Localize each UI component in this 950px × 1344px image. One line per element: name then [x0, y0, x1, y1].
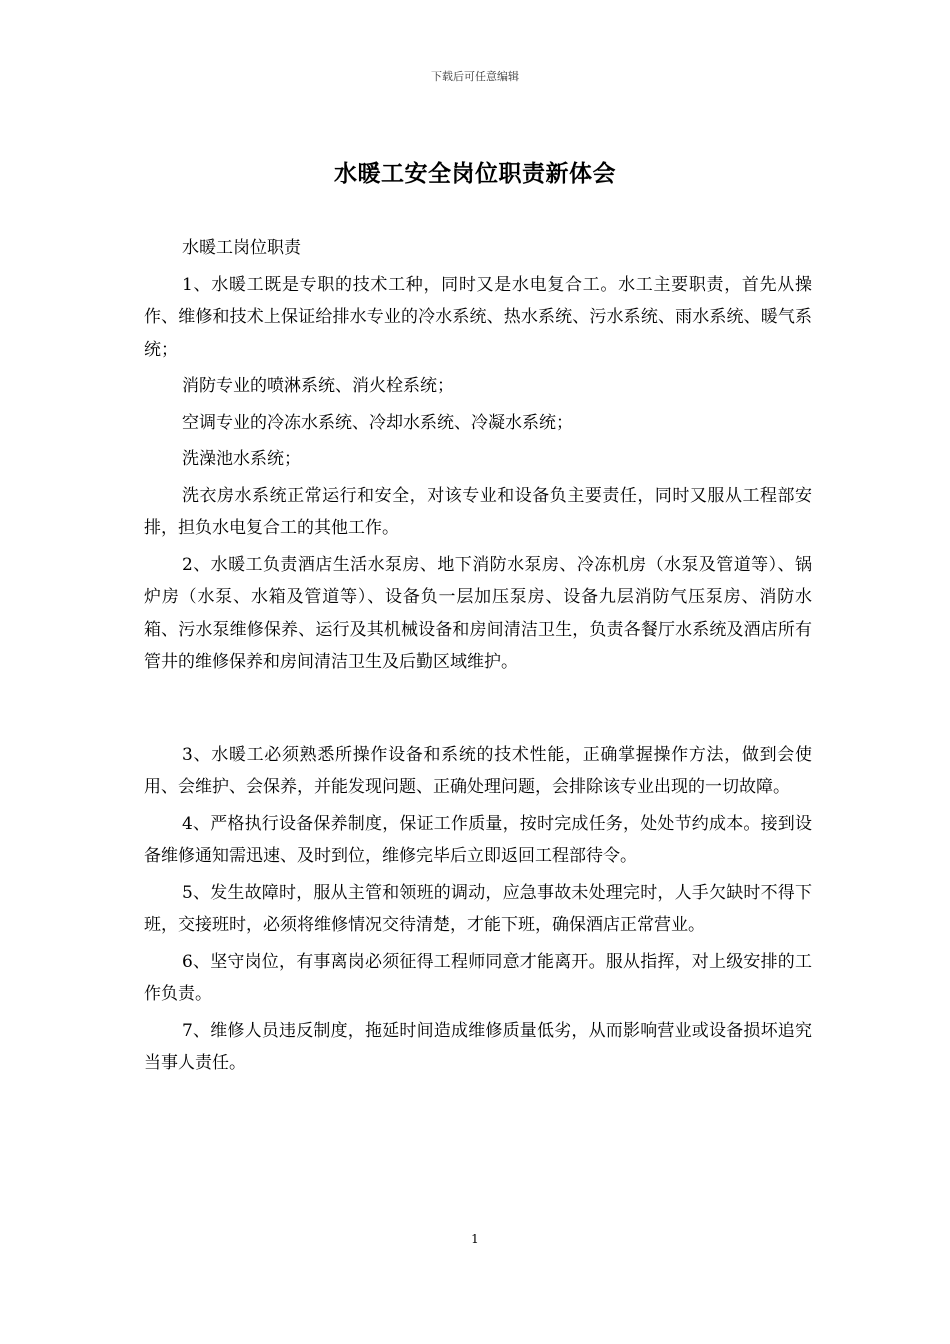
paragraph-3: 空调专业的冷冻水系统、冷却水系统、冷凝水系统；	[182, 412, 573, 433]
paragraph-9: 5、发生故障时，服从主管和领班的调动，应急事故未处理完时，人手欠缺时不得下班，交接班时，必须将维修情况交待清楚，才能下班，确保酒店正常营业。	[144, 882, 812, 935]
paragraph-10: 6、坚守岗位，有事离岗必须征得工程师同意才能离开。服从指挥，对上级安排的工作负责。	[144, 951, 812, 1004]
header-note: 下载后可任意编辑	[431, 70, 519, 83]
paragraph-5: 洗衣房水系统正常运行和安全，对该专业和设备负主要责任，同时又服从工程部安排，担负水电复合工的其他工作。	[144, 485, 812, 538]
paragraph-11: 7、维修人员违反制度，拖延时间造成维修质量低劣，从而影响营业或设备损坏追究当事人责任。	[144, 1020, 812, 1073]
paragraph-2: 消防专业的喷淋系统、消火栓系统；	[182, 376, 454, 396]
paragraph-1: 1、水暖工既是专职的技术工种，同时又是水电复合工。水工主要职责，首先从操作、维修和技术上保证给排水专业的冷水系统、热水系统、污水系统、雨水系统、暖气系统；	[144, 274, 812, 360]
blank-line	[144, 683, 812, 739]
paragraph-6: 2、水暖工负责酒店生活水泵房、地下消防水泵房、冷冻机房（水泵及管道等）、锅炉房（水泵、水箱及管道等）、设备负一层加压泵房、设备九层消防气压泵房、消防水箱、污水泵维修保养、运行及其机械设备和房间清洁卫生，负责各餐厅水系统及酒店所有管井的维修保养和房间清洁卫生及后勤区域维护。	[144, 554, 812, 672]
page-number: 1	[471, 1232, 479, 1246]
paragraph-4: 洗澡池水系统；	[182, 449, 301, 469]
paragraph-7: 3、水暖工必须熟悉所操作设备和系统的技术性能，正确掌握操作方法，做到会使用、会维护、会保养，并能发现问题、正确处理问题，会排除该专业出现的一切故障。	[144, 744, 812, 797]
section-heading: 水暖工岗位职责	[182, 238, 301, 258]
document-title: 水暖工安全岗位职责新体会	[334, 160, 616, 187]
document-body	[144, 232, 812, 1084]
paragraph-8: 4、严格执行设备保养制度，保证工作质量，按时完成任务，处处节约成本。接到设备维修通知需迅速、及时到位，维修完毕后立即返回工程部待令。	[144, 813, 812, 866]
